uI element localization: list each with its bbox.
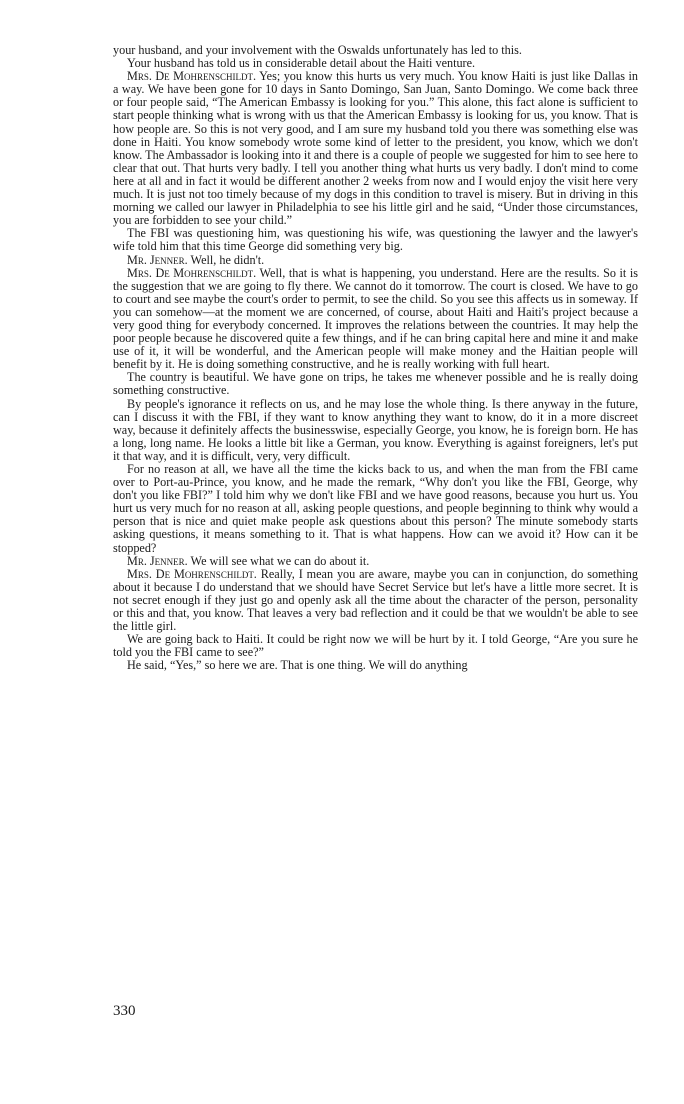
paragraph xyxy=(113,659,638,672)
speaker-name: Mr. Jenner. xyxy=(127,252,188,267)
paragraph xyxy=(113,463,638,555)
paragraph-text: We are going back to Haiti. It could be right now we will be hurt by it. I told George, “Are you sure he told you the FBI came to see?” xyxy=(113,632,638,660)
paragraph-text: Yes; you know this hurts us very much. You know Haiti is just like Dallas in a way. We have been gone for 10 days in Santo Domingo, San Juan, Santo Domingo. We come back three or four people said, “The American Embassy is looking for you.” This alone, this fact alone is sufficient to start people thinking what is wrong with us that the American Embassy is looking for us, you know. That is how people are. So this is not very good, and I am sure my husband told you there was something else was done in Haiti. You know somebody wrote some kind of letter to the president, you know, which we don't know. The Ambassador is looking into it and there is a couple of people we suggested for him to see here to clear that out. That hurts very badly. I tell you another thing what hurts us very badly. I don't mind to come here at all and in fact it would be different another 2 weeks from now and I would enjoy the visit here very much. It is just not too timely because of my dogs in this condition to travel is misery. But in driving in this morning we called our lawyer in Philadelphia to see his little girl and he said, “Under those circumstances, you are forbidden to see your child.” xyxy=(113,69,638,228)
speaker-name: Mr. Jenner. xyxy=(127,553,188,568)
paragraph-text: For no reason at all, we have all the time the kicks back to us, and when the man from the FBI came over to Port-au-Prince, you know, and he made the remark, “Why don't you like the FBI, George, why don't you like FBI?” I told him why we don't like FBI and we have good reasons, because you hurt us. You hurt us very much for no reason at all, asking people questions, and people beginning to think why would a person that is nice and quiet make people ask questions about this person? The minute somebody starts asking questions, it means something to it. That is what happens. How can we avoid it? How can it be stopped? xyxy=(113,462,638,555)
paragraph-text: We will see what we can do about it. xyxy=(187,553,370,568)
paragraph-text: your husband, and your involvement with the Oswalds unfortunately has led to this. xyxy=(113,43,522,57)
paragraph xyxy=(113,371,638,397)
paragraph-text: Well, that is what is happening, you understand. Here are the results. So it is the suggestion that we are going to fly there. We cannot do it tomorrow. The court is closed. We have to go to court and see maybe the court's order to permit, to see the child. So you see this affects us in someway. If you can somehow—at the moment we are concerned, of course, about Haiti and Haiti's project because a very good thing for everybody concerned. It improves the relations between the countries. It may help the poor people because he discovered quite a few things, and if he can bring capital here and mine it and make use of it, it will be wonderful, and the American people will make money and the Haitian people will benefit by it. He is doing something constructive, and he is really working with full heart. xyxy=(113,265,638,372)
paragraph xyxy=(113,267,638,372)
paragraph-text: He said, “Yes,” so here we are. That is one thing. We will do anything xyxy=(127,658,468,673)
paragraph-text: Your husband has told us in considerable detail about the Haiti venture. xyxy=(127,56,476,71)
page-number: 330 xyxy=(113,1003,136,1019)
speaker-name: Mrs. De Mohrenschildt. xyxy=(127,69,257,84)
speaker-name: Mrs. De Mohrenschildt. xyxy=(127,265,257,280)
paragraph xyxy=(113,633,638,659)
speaker-name: Mrs. De Mohrenschildt. xyxy=(127,566,257,581)
paragraph-text: Well, he didn't. xyxy=(187,252,265,267)
transcript-page xyxy=(113,44,638,673)
paragraph xyxy=(113,568,638,633)
paragraph-text: Really, I mean you are aware, maybe you can in conjunction, do something about it because I do understand that we should have Secret Service but let's have a little more secret. It is not secret enough if they just go and openly ask all the time about the character of the person, personality or this and that, you know. That leaves a very bad reflection and it could be that we wouldn't be able to see the little girl. xyxy=(113,566,638,634)
paragraph xyxy=(113,227,638,253)
paragraph xyxy=(113,70,638,227)
paragraph xyxy=(113,398,638,463)
paragraph-text: By people's ignorance it reflects on us, and he may lose the whole thing. Is there anyway in the future, can I discuss it with the FBI, if they want to know anything they want to know, do it in a more discreet way, because it definitely affects the businesswise, especially George, you know, he is foreign born. He has a long, long name. He looks a little bit like a German, you know. Everything is against foreigners, let's put it that way, and it is difficult, very, very difficult. xyxy=(113,396,638,463)
paragraph-text: The FBI was questioning him, was questioning his wife, was questioning the lawyer and the lawyer's wife told him that this time George did something very big. xyxy=(113,226,638,254)
paragraph-text: The country is beautiful. We have gone on trips, he takes me whenever possible and he is really doing something constructive. xyxy=(113,370,638,398)
